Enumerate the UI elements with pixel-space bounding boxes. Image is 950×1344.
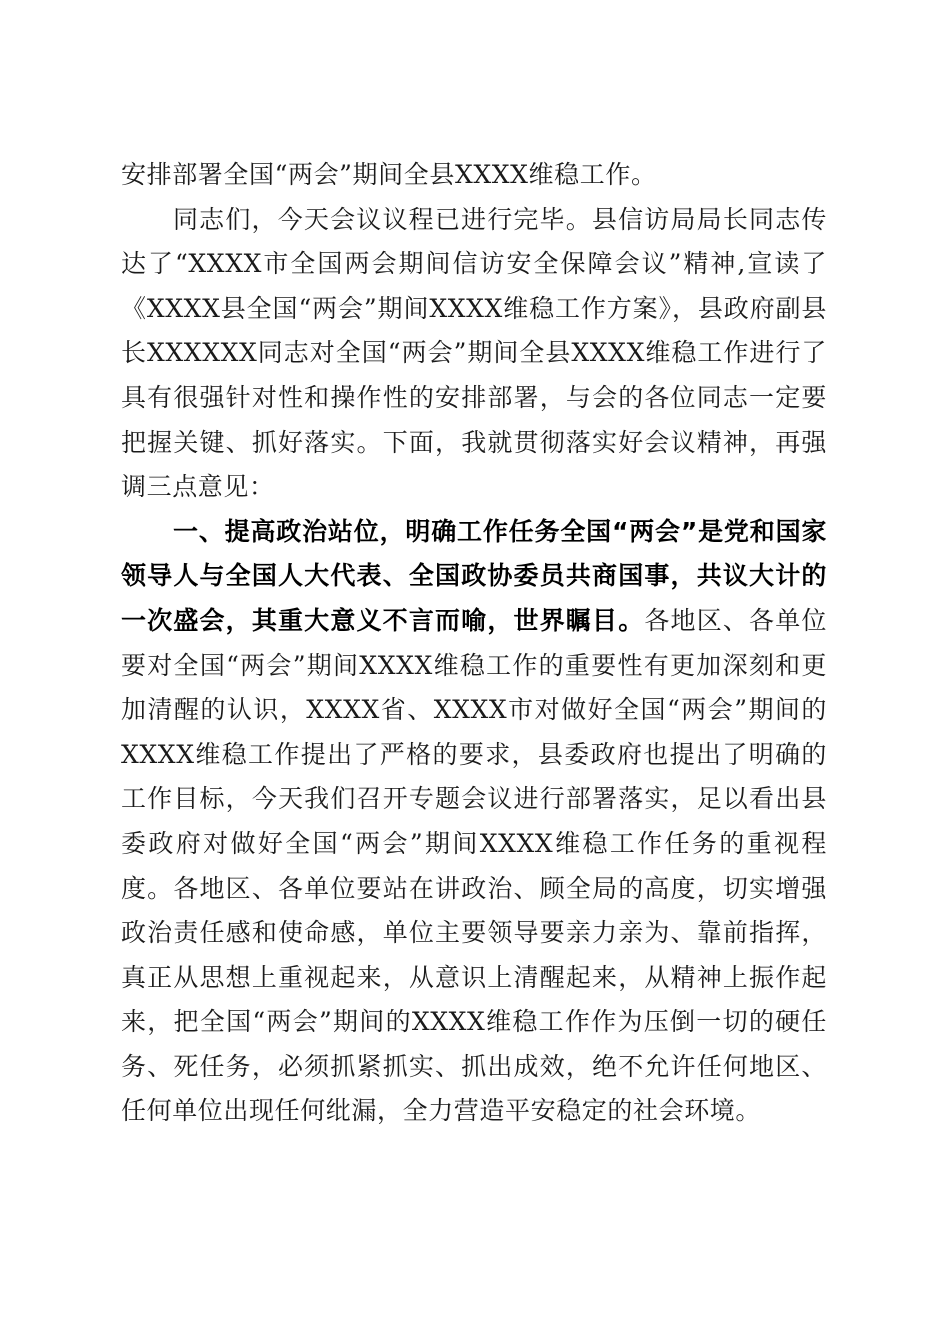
paragraph-section-one: [121, 510, 827, 1134]
section-one-heading: 一、提高政治站位，明确工作任务全国“两会”是党和国家领导人与全国人大代表、全国政协委员共商国事，共议大计的一次盛会，其重大意义不言而喻，世界瞩目。: [121, 516, 827, 635]
document-body: [121, 153, 827, 1134]
section-one-body: 各地区、各单位要对全国“两会”期间XXXX维稳工作的重要性有更加深刻和更加清醒的认识，XXXX省、XXXX市对做好全国“两会”期间的XXXX维稳工作提出了严格的要求，县委政府也提出了明确的工作目标，今天我们召开专题会议进行部署落实，足以看出县委政府对做好全国“两会”期间XXXX维稳工作任务的重视程度。各地区、各单位要站在讲政治、顾全局的高度，切实增强政治责任感和使命感，单位主要领导要亲力亲为、靠前指挥，真正从思想上重视起来，从意识上清醒起来，从精神上振作起来，把全国“两会”期间的XXXX维稳工作作为压倒一切的硬任务、死任务，必须抓紧抓实、抓出成效，绝不允许任何地区、任何单位出现任何纰漏，全力营造平安稳定的社会环境。: [121, 605, 827, 1126]
paragraph-continuation: 安排部署全国“两会”期间全县XXXX维稳工作。: [121, 160, 657, 189]
paragraph-meeting-summary: 同志们，今天会议议程已进行完毕。县信访局局长同志传达了“XXXX市全国两会期间信访安全保障会议”精神,宣读了《XXXX县全国“两会”期间XXXX维稳工作方案》，县政府副县长XXXXXX同志对全国“两会”期间全县XXXX维稳工作进行了具有很强针对性和操作性的安排部署，与会的各位同志一定要把握关键、抓好落实。下面，我就贯彻落实好会议精神，再强调三点意见：: [121, 204, 827, 502]
